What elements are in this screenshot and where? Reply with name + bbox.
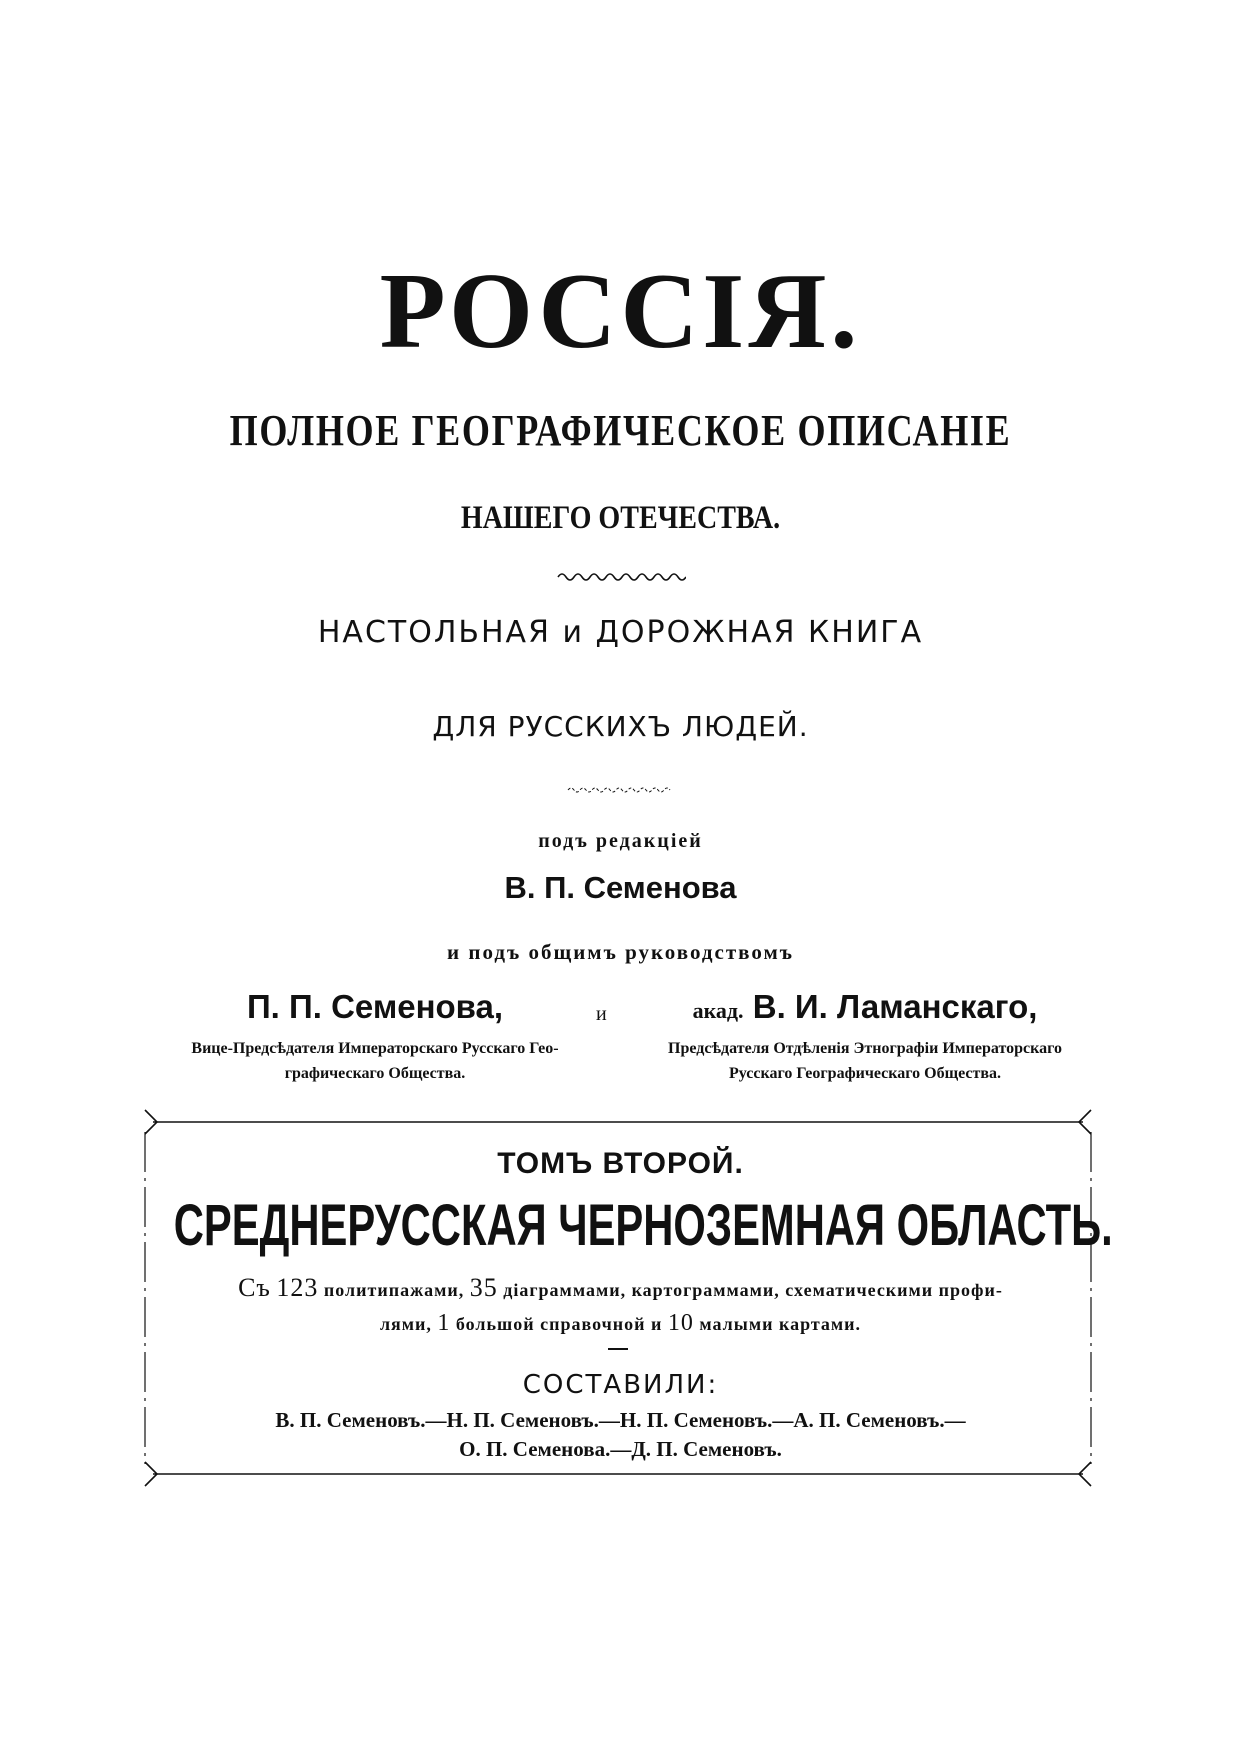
illustrations-count-3: 1 [437,1310,451,1336]
left-person-name: П. П. Семенова, [246,988,504,1025]
illustrations-text-3: лями, [379,1314,432,1334]
right-person-role-line-1: Предсѣдателя Отдѣленія Этнографіи Императорскаго [668,1040,1062,1057]
illustrations-count-4: 10 [667,1310,694,1336]
illustrations-text-5: малыми картами. [699,1314,862,1334]
left-person-role-line-2: графическаго Общества. [284,1065,466,1082]
illustrations-prefix: Съ [238,1273,271,1302]
illustrations-count-1: 123 [276,1273,319,1302]
description-line-2: ДЛЯ РУССКИХЪ ЛЮДЕЙ. [432,710,809,743]
conjunction-and: и [596,1003,607,1025]
editor-name: В. П. Семенова [504,870,737,905]
right-person-block [625,988,1105,1086]
right-person-prefix: акад. [692,998,744,1023]
ornament-squiggle-divider [0,570,1241,589]
right-person-name: В. И. Ламанскаго, [752,988,1038,1025]
authors-line-1: В. П. Семеновъ.—Н. П. Семеновъ.—Н. П. Семеновъ.—А. П. Семеновъ.— [275,1408,966,1432]
subtitle-line-1: ПОЛНОЕ ГЕОГРАФИЧЕСКОЕ ОПИСАНІЕ [229,406,1012,455]
volume-label: ТОМЪ ВТОРОЙ. [497,1147,744,1180]
subtitle-line-2: НАШЕГО ОТЕЧЕСТВА. [460,500,781,536]
volume-title: СРЕДНЕРУССКАЯ ЧЕРНОЗЕМНАЯ ОБЛАСТЬ. [173,1193,1113,1258]
small-dash-divider [608,1348,628,1350]
right-person-role-line-2: Русскаго Географическаго Общества. [729,1065,1001,1082]
compiled-by-label: СОСТАВИЛИ: [522,1370,719,1400]
left-person-block [140,988,610,1086]
description-line-1: НАСТОЛЬНАЯ и ДОРОЖНАЯ КНИГА [317,615,924,650]
editor-label: подъ редакціей [538,830,703,852]
illustrations-text-1: политипажами, [323,1280,465,1300]
book-title: РОССІЯ. [379,252,862,371]
illustrations-line-1 [0,1273,1241,1303]
ornament-dotted-divider [0,782,1241,800]
illustrations-text-4: большой справочной и [455,1314,663,1334]
illustrations-text-2: діаграммами, картограммами, схематическими профи- [503,1280,1003,1300]
guidance-label: и подъ общимъ руководствомъ [447,940,794,964]
left-person-role-line-1: Вице-Предсѣдателя Императорскаго Русскаго Гео- [191,1040,559,1057]
illustrations-line-2 [0,1310,1241,1337]
illustrations-count-2: 35 [469,1273,498,1302]
authors-line-2: О. П. Семенова.—Д. П. Семеновъ. [459,1437,782,1461]
